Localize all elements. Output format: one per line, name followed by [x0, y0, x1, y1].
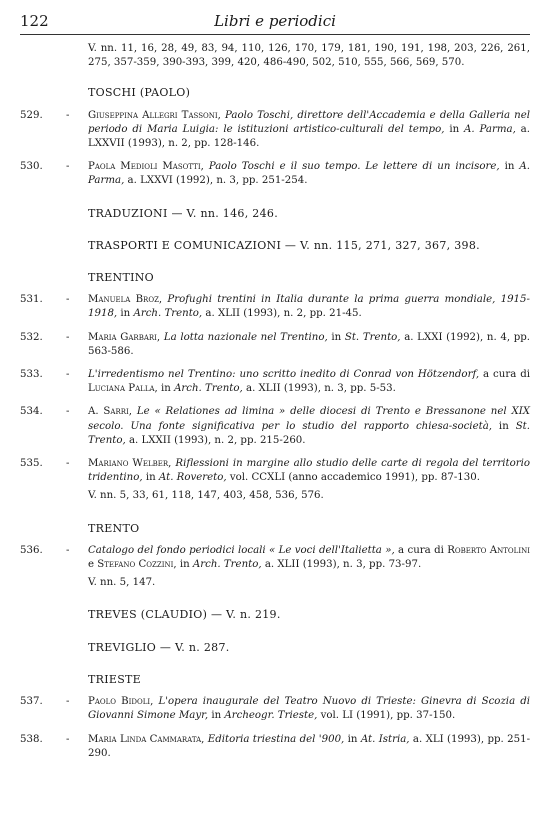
see-also-trentino: V. nn. 5, 33, 61, 118, 147, 403, 458, 536, 576.	[88, 490, 324, 502]
running-title: Libri e periodici	[214, 12, 336, 30]
entry-title: La lotta nazionale nel Trentino,	[163, 331, 328, 343]
entry-details: a. XLII (1993), n. 2, pp. 21-45.	[202, 308, 362, 320]
entry-journal: Archeogr. Trieste,	[224, 710, 318, 722]
entry-number: 536.	[20, 544, 43, 556]
entry-number: 531.	[20, 294, 43, 306]
entry-537	[20, 695, 530, 723]
entry-editor-2: Stefano Cozzini,	[97, 559, 177, 571]
entry-journal: At. Rovereto,	[158, 472, 227, 484]
entry-editor-prefix: a cura di	[479, 369, 530, 381]
entry-dash: -	[66, 696, 70, 708]
section-title-trentino: TRENTINO	[88, 271, 154, 285]
entry-in: in	[157, 383, 175, 395]
entry-editor-prefix: a cura di	[394, 544, 448, 556]
section-trasporti	[88, 239, 530, 253]
entry-title: Paolo Toschi e il suo tempo. Le lettere di un incisore,	[208, 161, 500, 173]
entry-details: a. XLII (1993), n. 3, pp. 73-97.	[261, 559, 422, 571]
entry-journal: St. Trento,	[88, 420, 530, 446]
entry-in: in	[142, 472, 159, 484]
section-title-treves: TREVES (CLAUDIO)	[88, 608, 208, 622]
entry-536	[20, 544, 530, 591]
entry-in: in	[327, 331, 345, 343]
entry-details: vol. CCXLI (anno accademico 1991), pp. 87-130.	[226, 472, 480, 484]
entry-529	[20, 109, 530, 152]
entry-dash: -	[66, 544, 70, 556]
entry-dash: -	[66, 733, 70, 745]
entry-title: Editoria triestina del '900,	[207, 733, 345, 745]
page-number: 122	[20, 12, 49, 30]
see-also-trento: V. nn. 5, 147.	[88, 577, 156, 589]
entry-533	[20, 368, 530, 396]
entry-dash: -	[66, 406, 70, 418]
see-also-traduzioni: — V. nn. 146, 246.	[171, 206, 278, 220]
section-title-trento: TRENTO	[88, 521, 140, 535]
entry-title: Riflessioni in margine allo studio delle carte di regola del territorio tridentino,	[88, 458, 530, 484]
section-treves	[88, 608, 530, 622]
section-traduzioni	[88, 207, 530, 221]
page-header	[20, 10, 530, 35]
entry-details: a. XLII (1993), n. 3, pp. 5-53.	[242, 383, 396, 395]
entry-532	[20, 331, 530, 359]
entry-details: vol. LI (1991), pp. 37-150.	[317, 710, 456, 722]
entry-details: a. LXXVII (1993), n. 2, pp. 128-146.	[88, 123, 530, 150]
see-also-treves: — V. n. 219.	[210, 608, 281, 622]
entry-details: a. LXXVI (1992), n. 3, pp. 251-254.	[124, 175, 308, 187]
entry-in: in	[117, 308, 134, 320]
entry-author: Paola Medioli Masotti,	[88, 161, 204, 173]
entry-number: 535.	[20, 458, 43, 470]
entry-editor: Luciana Palla,	[88, 383, 158, 395]
entry-in: in	[492, 420, 516, 432]
entry-author: Manuela Broz,	[88, 294, 163, 306]
entry-title: L'opera inaugurale del Teatro Nuovo di Trieste: Ginevra di Scozia di Giovanni Simone Mayr,	[88, 696, 530, 722]
entry-number: 529.	[20, 109, 43, 121]
entry-dash: -	[66, 458, 70, 470]
section-title-toschi: TOSCHI (PAOLO)	[88, 86, 191, 100]
entry-details: a. XLI (1993), pp. 251-290.	[88, 733, 531, 759]
entry-author: Maria Garbari,	[88, 331, 161, 343]
entry-journal: St. Trento,	[344, 331, 401, 343]
entry-conjunction: e	[88, 559, 98, 571]
entry-author: A. Sarri,	[88, 406, 133, 418]
entry-number: 530.	[20, 161, 43, 173]
see-also-trasporti: — V. nn. 115, 271, 327, 367, 398.	[284, 238, 480, 252]
see-also-treviglio: — V. n. 287.	[159, 640, 230, 654]
entry-in: in	[499, 161, 520, 173]
entry-in: in	[176, 559, 193, 571]
entry-title: Le « Relationes ad limina » delle diocesi di Trento e Bressanone nel XIX secolo. Una fonte significativa per lo studio del rapporto chiesa-società,	[88, 406, 530, 432]
entry-number: 534.	[20, 406, 43, 418]
entry-journal: Arch. Trento,	[133, 308, 203, 320]
entry-journal: A. Parma,	[464, 123, 516, 135]
entry-dash: -	[66, 161, 70, 173]
entry-title: Profughi trentini in Italia durante la prima guerra mondiale, 1915-1918,	[88, 294, 530, 320]
entry-dash: -	[66, 331, 70, 343]
entry-author: Giuseppina Allegri Tassoni,	[88, 109, 221, 121]
section-title-treviglio: TREVIGLIO	[88, 640, 157, 654]
entry-journal: Arch. Trento,	[192, 559, 262, 571]
page-content	[20, 42, 530, 770]
entry-journal: At. Istria,	[360, 733, 410, 745]
entry-author: Mariano Welber,	[88, 458, 172, 470]
section-title-traduzioni: TRADUZIONI	[88, 206, 168, 220]
entry-details: a. LXXII (1993), n. 2, pp. 215-260.	[125, 434, 306, 446]
entry-author: Maria Linda Cammarata,	[88, 733, 205, 745]
entry-journal: Arch. Trento,	[174, 383, 243, 395]
entry-in: in	[344, 733, 361, 745]
entry-dash: -	[66, 109, 70, 121]
section-title-trasporti: TRASPORTI E COMUNICAZIONI	[88, 238, 282, 252]
entry-in: in	[208, 710, 225, 722]
entry-number: 532.	[20, 331, 43, 343]
entry-531	[20, 293, 530, 321]
continuation-see-also: V. nn. 11, 16, 28, 49, 83, 94, 110, 126, 170, 179, 181, 190, 191, 198, 203, 226, 261, 275, 357-359, 390-393, 399, 420, 486-490, 502, 510, 555, 566, 569, 570.	[88, 43, 530, 69]
entry-number: 533.	[20, 369, 43, 381]
entry-number: 537.	[20, 696, 43, 708]
entry-title: Catalogo del fondo periodici locali « Le voci dell'Italietta »,	[88, 544, 395, 556]
entry-dash: -	[66, 369, 70, 381]
entry-dash: -	[66, 294, 70, 306]
entry-in: in	[444, 123, 465, 135]
entry-535	[20, 457, 530, 504]
entry-journal: A. Parma,	[88, 161, 530, 187]
section-treviglio	[88, 641, 530, 655]
section-title-trieste: TRIESTE	[88, 672, 141, 686]
entry-author: Paolo Bidoli,	[88, 696, 154, 708]
entry-530	[20, 160, 530, 188]
entry-details: a. LXXI (1992), n. 4, pp. 563-586.	[88, 331, 531, 357]
entry-editor: Roberto Antolini	[447, 544, 530, 556]
entry-538	[20, 733, 530, 761]
entry-number: 538.	[20, 733, 43, 745]
entry-title: Paolo Toschi, direttore dell'Accademia e della Galleria nel periodo di Maria Luigia: le istituzioni artistico-culturali del tempo,	[88, 109, 530, 135]
entry-534	[20, 405, 530, 448]
entry-title: L'irredentismo nel Trentino: uno scritto inedito di Conrad von Hötzendorf,	[88, 369, 480, 381]
